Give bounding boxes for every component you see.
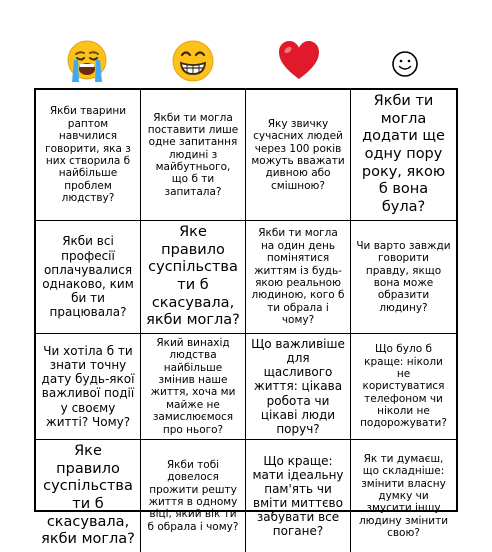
smiling-face-outline-icon	[382, 38, 428, 84]
bingo-cell-r4c2[interactable]: Якби тобі довелося прожити решту життя в одному віці, який вік ти б обрала і чому?	[141, 440, 246, 552]
grinning-face-icon	[170, 38, 216, 84]
bingo-cell-r3c1[interactable]: Чи хотіла б ти знати точну дату будь-якої важливої події у своєму житті? Чому?	[36, 334, 141, 440]
bingo-cell-r1c2[interactable]: Якби ти могла поставити лише одне запитання людині з майбутнього, що б ти запитала?	[141, 90, 246, 221]
bingo-cell-r1c3[interactable]: Яку звичку сучасних людей через 100 років можуть вважати дивною або смішною?	[246, 90, 351, 221]
red-heart-icon	[276, 38, 322, 84]
header-cell-4	[352, 34, 458, 88]
bingo-header	[34, 34, 458, 88]
bingo-cell-r3c2[interactable]: Який винахід людства найбільше змінив наше життя, хоча ми майже не замислюємося про нього?	[141, 334, 246, 440]
bingo-cell-r3c3[interactable]: Що важливіше для щасливого життя: цікава робота чи цікаві люди поруч?	[246, 334, 351, 440]
header-cell-1	[34, 34, 140, 88]
bingo-cell-r4c4[interactable]: Як ти думаєш, що складніше: змінити власну думку чи змусити іншу людину змінити свою?	[358, 452, 449, 540]
bingo-grid	[34, 88, 458, 548]
bingo-cell-r2c1[interactable]: Якби всі професії оплачувалися однаково, ким би ти працювала?	[36, 221, 141, 334]
bingo-cell-r3c4[interactable]: Що було б краще: ніколи не користуватися телефоном чи ніколи не подорожувати?	[351, 334, 456, 440]
header-cell-3	[246, 34, 352, 88]
bingo-cell-r1c4[interactable]: Якби ти могла додати ще одну пору року, якою б вона була?	[351, 90, 456, 221]
bingo-cell-r4c3[interactable]: Що краще: мати ідеальну пам'ять чи вміти миттєво забувати все погане?	[246, 440, 351, 552]
bingo-cell-r4c1[interactable]: Яке правило суспільства ти б скасувала, якби могла?	[36, 440, 141, 552]
crying-face-icon	[64, 38, 110, 84]
bingo-cell-r2c2[interactable]: Яке правило суспільства ти б скасувала, якби могла?	[141, 221, 246, 334]
bingo-cell-r1c1[interactable]: Якби тварини раптом навчилися говорити, яка з них створила б найбільше проблем людству?	[36, 90, 141, 221]
bingo-cell-r2c3[interactable]: Якби ти могла на один день помінятися життям із будь-якою реальною людиною, кого б ти обрала і чому?	[246, 221, 351, 334]
header-cell-2	[140, 34, 246, 88]
bingo-cell-r2c4[interactable]: Чи варто завжди говорити правду, якщо вона може образити людину?	[351, 221, 456, 334]
